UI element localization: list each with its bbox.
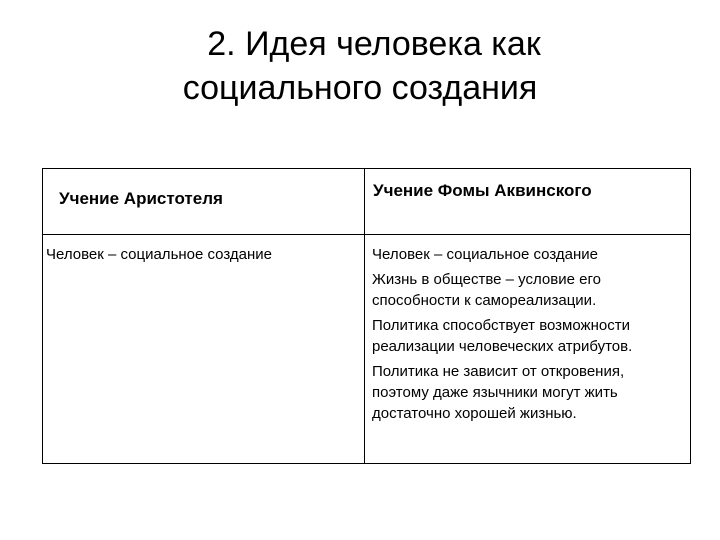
table-header-row: [43, 169, 691, 235]
aquinas-cell: [365, 235, 691, 464]
table-body-row: [43, 235, 691, 464]
header-aristotle: [43, 169, 365, 235]
comparison-table: [42, 168, 691, 464]
aquinas-point-4: Политика не зависит от откровения, поэтому даже язычники могут жить достаточно хорошей жизнью.: [372, 363, 625, 422]
title-line-1: 2. Идея человека как: [207, 25, 541, 63]
slide-title: [0, 22, 720, 110]
aristotle-cell: [43, 235, 365, 464]
title-line-2: социального создания: [182, 69, 538, 107]
header-aristotle-label: Учение Аристотеля: [59, 189, 223, 208]
aquinas-point-2: Жизнь в обществе – условие его способности к самореализации.: [372, 271, 601, 309]
header-aquinas-label: Учение Фомы Аквинского: [373, 181, 592, 200]
aquinas-point-3: Политика способствует возможности реализации человеческих атрибутов.: [372, 317, 633, 355]
aquinas-point-1: Человек – социальное создание: [372, 246, 599, 263]
aristotle-text: Человек – социальное создание: [46, 246, 273, 263]
header-aquinas: [365, 169, 691, 235]
